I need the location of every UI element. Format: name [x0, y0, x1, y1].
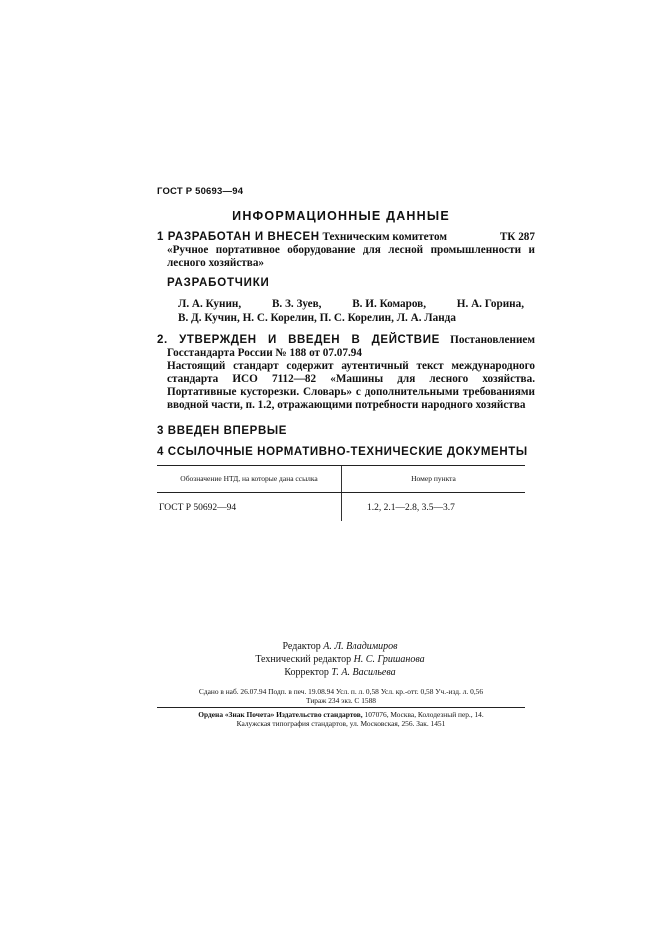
developer-name: Л. А. Кунин, [178, 298, 242, 310]
section-3-lead: 3 ВВЕДЕН ВПЕРВЫЕ [157, 425, 287, 437]
tech-editor-name: Н. С. Гришанова [353, 654, 425, 665]
committee-name: «Ручное портативное оборудование для лесной промышленности и лесного хозяйства» [167, 244, 535, 269]
publisher-name: Ордена «Знак Почета» Издательство стандартов, [198, 710, 363, 719]
section-1 [157, 231, 535, 270]
table-header-row [157, 466, 525, 493]
column-header-clause: Номер пункта [342, 466, 526, 493]
table-row [157, 493, 525, 522]
section-2-text: Постановлением Госстандарта России № 188 от 07.07.94 [167, 334, 535, 359]
tech-editor-line [200, 653, 480, 666]
imprint-circulation: Тираж 234 экз. С 1588 [306, 696, 376, 705]
imprint-publisher [157, 710, 525, 719]
table-cell-clause: 1.2, 2.1—2.8, 3.5—3.7 [342, 493, 526, 522]
publisher-address: 107076, Москва, Колодезный пер., 14. [364, 710, 484, 719]
developers-list [178, 297, 524, 325]
developers-heading: РАЗРАБОТЧИКИ [167, 277, 270, 289]
developers-row-1 [178, 297, 524, 311]
proofreader-name: Т. А. Васильева [331, 667, 396, 678]
editor-name: А. Л. Владимиров [323, 641, 398, 652]
imprint-printer: Калужская типография стандартов, ул. Московская, 256. Зак. 1451 [236, 719, 446, 728]
table-cell-document: ГОСТ Р 50692—94 [159, 503, 237, 513]
proofreader-line [200, 666, 480, 679]
editors-block [200, 640, 480, 679]
imprint-print-details: Сдано в наб. 26.07.94 Подп. в печ. 19.08.94 Усл. п. л. 0,58 Усл. кр.-отт. 0,58 Уч.-изд. л. 0,56 [198, 687, 484, 696]
section-1-text: Техническим комитетом [322, 231, 447, 243]
developer-name: В. И. Комаров, [352, 298, 427, 310]
proofreader-role: Корректор [284, 667, 329, 678]
column-header-document: Обозначение НТД, на которые дана ссылка [157, 466, 342, 493]
document-id: ГОСТ Р 50693—94 [157, 186, 244, 197]
developer-name: В. З. Зуев, [271, 298, 322, 310]
references-table [157, 465, 525, 521]
developers-row-2: В. Д. Кучин, Н. С. Корелин, П. С. Корелин, Л. А. Ланда [178, 312, 456, 324]
section-2-lead: 2. УТВЕРЖДЕН И ВВЕДЕН В ДЕЙСТВИЕ [157, 334, 440, 346]
section-4-lead: 4 ССЫЛОЧНЫЕ НОРМАТИВНО-ТЕХНИЧЕСКИЕ ДОКУМЕНТЫ [157, 446, 528, 458]
section-2-note: Настоящий стандарт содержит аутентичный текст международного стандарта ИСО 7112—82 «Машины для лесного хозяйства. Портативные кусторезки. Словарь» с дополнительными требованиями вводной части, п. 1.2, отражающими потребности народного хозяйства [167, 360, 535, 411]
page-title: ИНФОРМАЦИОННЫЕ ДАННЫЕ [232, 209, 450, 223]
imprint-divider [157, 707, 525, 708]
tech-editor-role: Технический редактор [255, 654, 352, 665]
section-2 [157, 334, 535, 412]
developer-name: Н. А. Горина, [456, 298, 524, 310]
section-1-lead: 1 РАЗРАБОТАН И ВНЕСЕН [157, 231, 320, 243]
imprint-block [157, 687, 525, 728]
editor-role: Редактор [282, 641, 321, 652]
committee-number: ТК 287 [499, 231, 535, 243]
editor-line [200, 640, 480, 653]
